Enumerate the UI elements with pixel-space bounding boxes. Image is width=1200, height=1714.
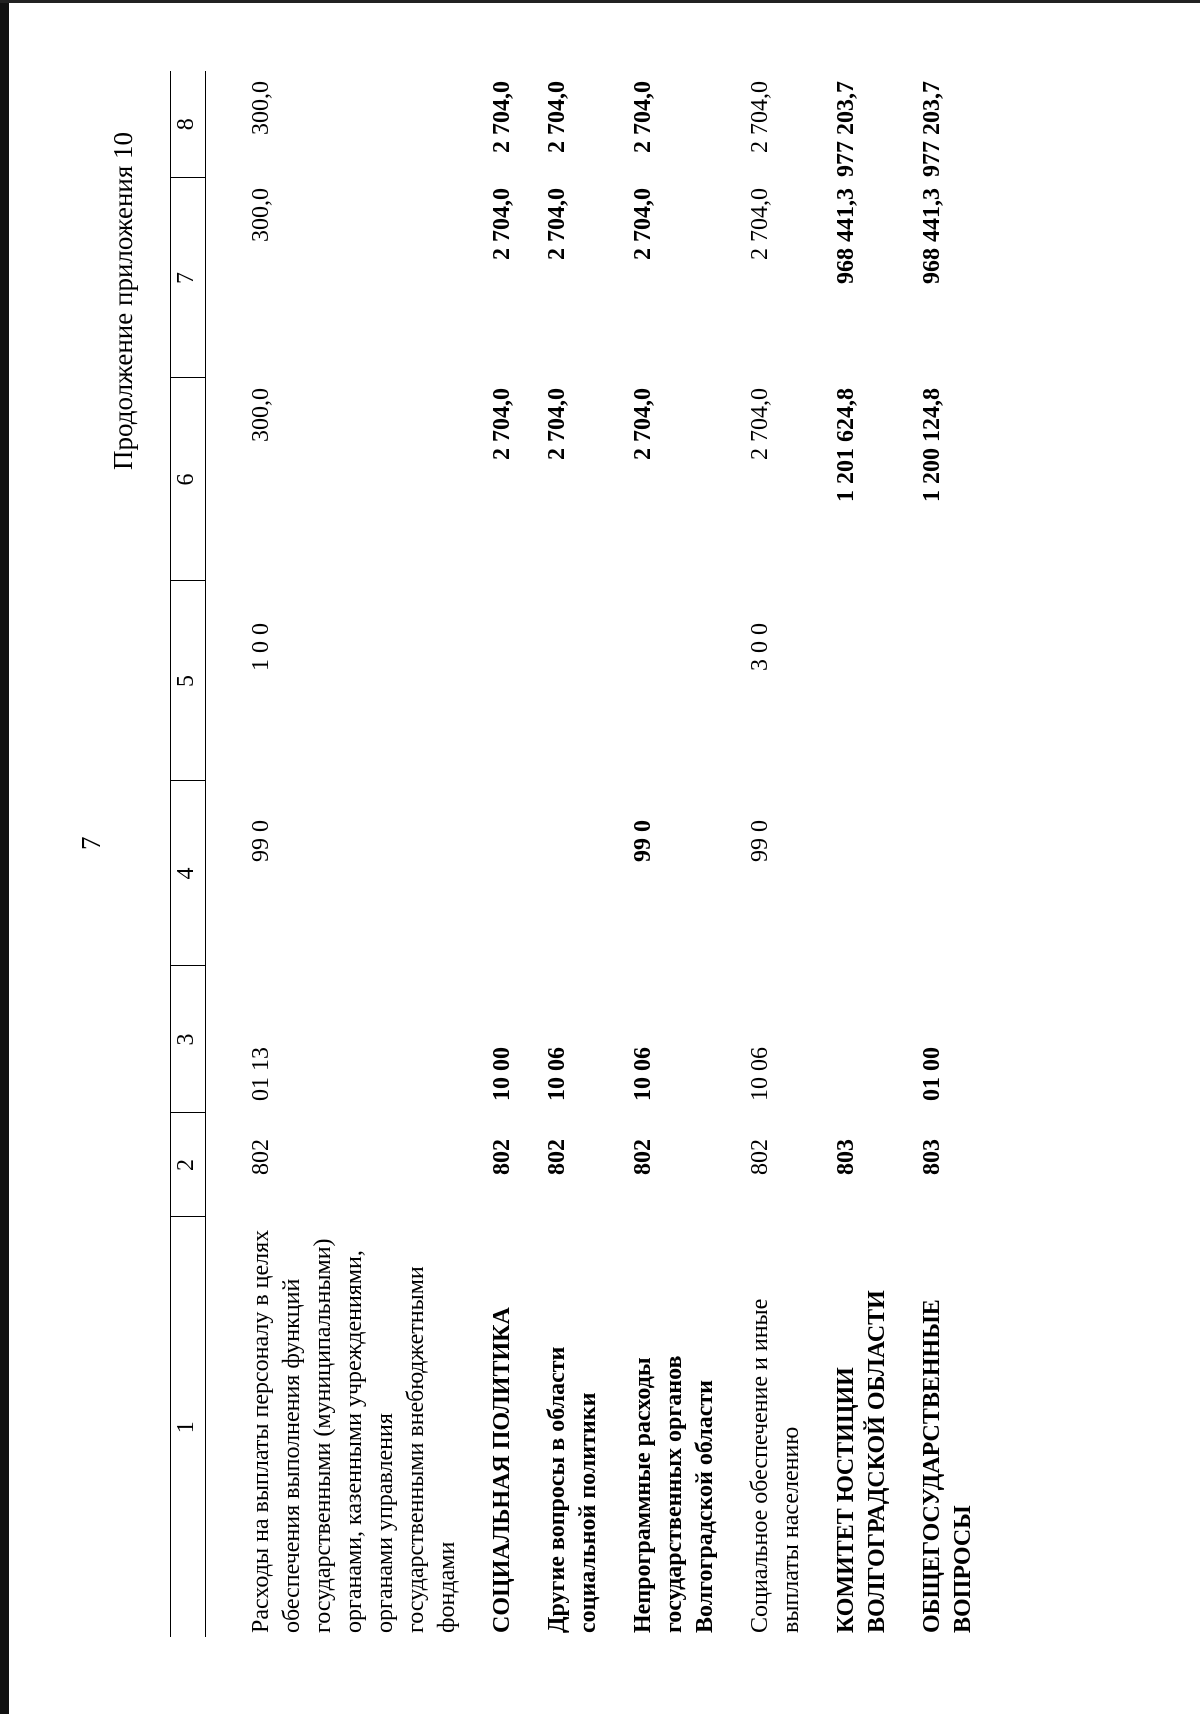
ministry-code: 802 bbox=[747, 1139, 773, 1175]
expense-type-code: 1 0 0 bbox=[248, 623, 274, 671]
program-code: 99 0 bbox=[248, 820, 274, 862]
amount-year-2: 2 704,0 bbox=[489, 188, 515, 260]
program-code bbox=[893, 781, 979, 966]
row-description: Расходы на выплаты персоналу в целях обеспечения выполнения функций государственными (муниципальными) органами, казенными учреждениями, органами управления государственными внебюджетными фондами bbox=[248, 1229, 460, 1633]
row-description: ОБЩЕГОСУДАРСТВЕННЫЕ ВОПРОСЫ bbox=[919, 1299, 976, 1633]
amount-year-3: 2 704,0 bbox=[544, 81, 570, 153]
expense-type-code bbox=[807, 581, 893, 781]
column-header: 2 bbox=[171, 1113, 206, 1217]
program-code: 99 0 bbox=[630, 820, 656, 862]
ministry-code: 803 bbox=[919, 1139, 945, 1175]
table-row bbox=[807, 71, 893, 1637]
column-header: 7 bbox=[171, 178, 206, 378]
expense-type-code bbox=[518, 581, 604, 781]
section-code bbox=[807, 966, 893, 1113]
ministry-code: 802 bbox=[544, 1139, 570, 1175]
scan-edge-left bbox=[0, 0, 9, 1714]
amount-year-2: 968 441,3 bbox=[833, 188, 859, 284]
ministry-code: 802 bbox=[630, 1139, 656, 1175]
column-header: 5 bbox=[171, 581, 206, 781]
amount-year-3: 977 203,7 bbox=[919, 81, 945, 177]
expense-type-code bbox=[463, 581, 518, 781]
amount-year-2: 300,0 bbox=[248, 188, 274, 242]
amount-year-1: 1 201 624,8 bbox=[833, 388, 859, 502]
row-description: СОЦИАЛЬНАЯ ПОЛИТИКА bbox=[489, 1307, 515, 1633]
program-code: 99 0 bbox=[747, 820, 773, 862]
table-row bbox=[893, 71, 979, 1637]
program-code bbox=[463, 781, 518, 966]
budget-table-rotated bbox=[170, 71, 1170, 1637]
table-row bbox=[518, 71, 604, 1637]
program-code bbox=[807, 781, 893, 966]
row-description: КОМИТЕТ ЮСТИЦИИ ВОЛГОГРАДСКОЙ ОБЛАСТИ bbox=[833, 1290, 890, 1633]
column-header: 8 bbox=[171, 71, 206, 178]
section-code: 01 00 bbox=[919, 1047, 945, 1101]
amount-year-2: 2 704,0 bbox=[747, 188, 773, 260]
column-header: 3 bbox=[171, 966, 206, 1113]
row-description: Другие вопросы в области социальной политики bbox=[544, 1346, 601, 1633]
ministry-code: 802 bbox=[248, 1139, 274, 1175]
amount-year-1: 2 704,0 bbox=[630, 388, 656, 460]
amount-year-1: 2 704,0 bbox=[747, 388, 773, 460]
ministry-code: 803 bbox=[833, 1139, 859, 1175]
row-description: Непрограммные расходы государственных органов Волгоградской области bbox=[630, 1355, 718, 1633]
table-row bbox=[206, 71, 464, 1637]
section-code: 01 13 bbox=[248, 1047, 274, 1101]
column-header: 4 bbox=[171, 781, 206, 966]
amount-year-1: 2 704,0 bbox=[489, 388, 515, 460]
scan-edge-top bbox=[0, 0, 1200, 3]
amount-year-3: 2 704,0 bbox=[747, 81, 773, 153]
column-header: 1 bbox=[171, 1217, 206, 1637]
row-description: Социальное обеспечение и иные выплаты населению bbox=[747, 1298, 804, 1633]
expense-type-code bbox=[893, 581, 979, 781]
column-header: 6 bbox=[171, 378, 206, 581]
amount-year-2: 2 704,0 bbox=[544, 188, 570, 260]
continuation-label: Продолжение приложения 10 bbox=[108, 131, 138, 470]
amount-year-3: 2 704,0 bbox=[489, 81, 515, 153]
amount-year-3: 2 704,0 bbox=[630, 81, 656, 153]
section-code: 10 06 bbox=[747, 1047, 773, 1101]
table-row bbox=[463, 71, 518, 1637]
section-code: 10 00 bbox=[489, 1047, 515, 1101]
table-row bbox=[721, 71, 807, 1637]
amount-year-1: 300,0 bbox=[248, 388, 274, 442]
amount-year-3: 300,0 bbox=[248, 81, 274, 135]
expense-type-code bbox=[604, 581, 721, 781]
amount-year-2: 2 704,0 bbox=[630, 188, 656, 260]
amount-year-3: 977 203,7 bbox=[833, 81, 859, 177]
amount-year-1: 2 704,0 bbox=[544, 388, 570, 460]
section-code: 10 06 bbox=[630, 1047, 656, 1101]
table-row bbox=[604, 71, 721, 1637]
ministry-code: 802 bbox=[489, 1139, 515, 1175]
program-code bbox=[518, 781, 604, 966]
amount-year-2: 968 441,3 bbox=[919, 188, 945, 284]
page-number: 7 bbox=[76, 836, 106, 850]
header-row bbox=[171, 71, 206, 1637]
budget-table bbox=[170, 71, 979, 1637]
section-code: 10 06 bbox=[544, 1047, 570, 1101]
expense-type-code: 3 0 0 bbox=[747, 623, 773, 671]
amount-year-1: 1 200 124,8 bbox=[919, 388, 945, 502]
